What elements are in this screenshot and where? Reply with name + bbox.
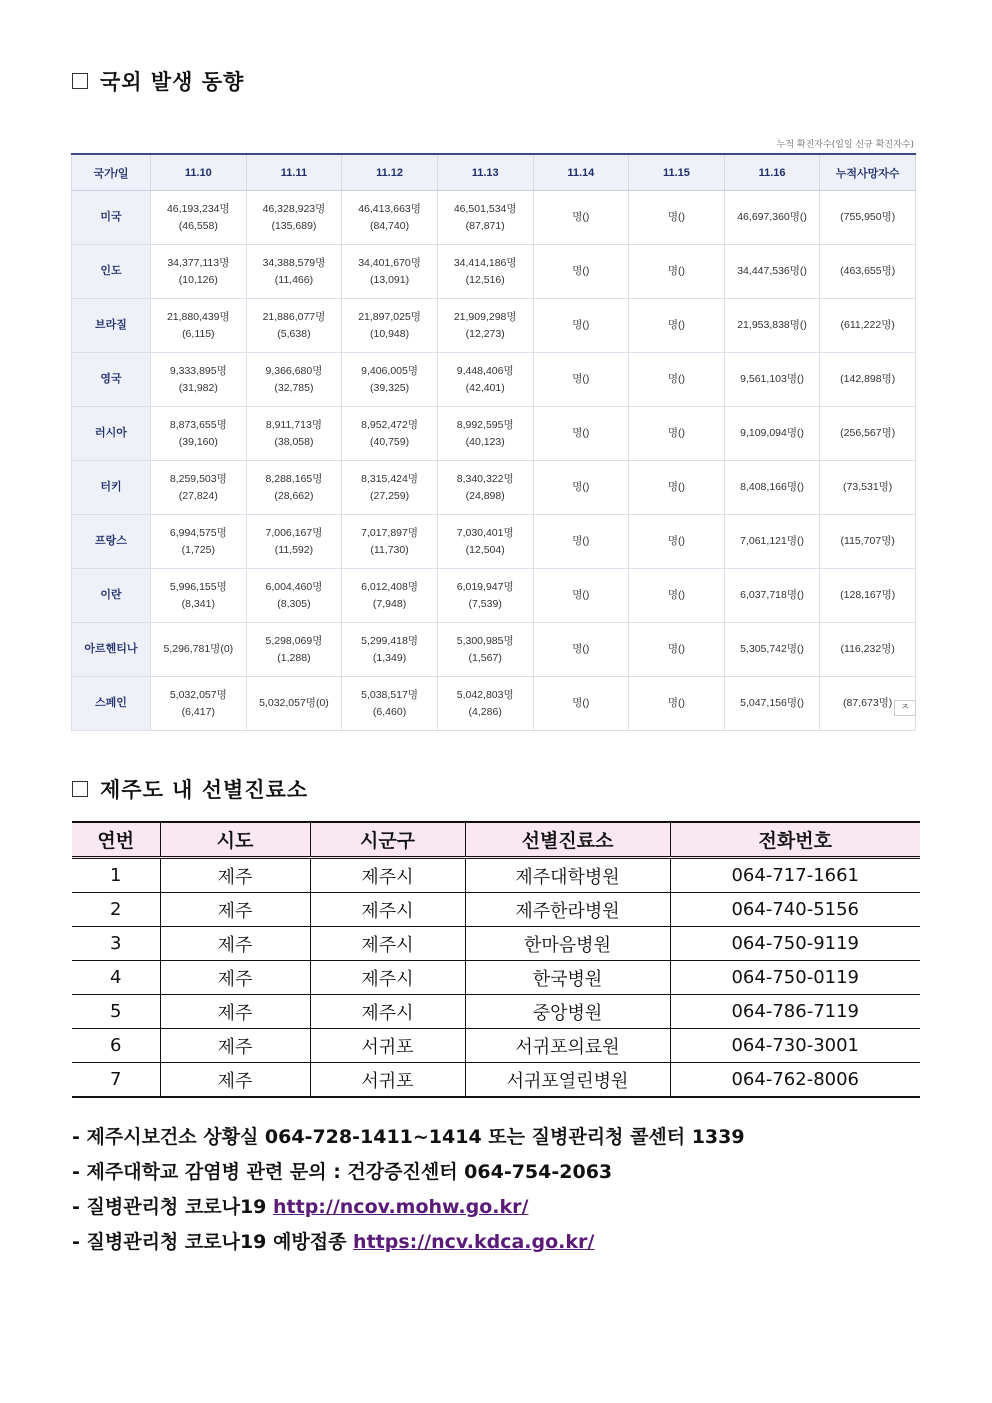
section-title-overseas <box>72 66 244 96</box>
cumulative-value: 8,992,595명 <box>456 418 514 431</box>
cumulative-value: 6,037,718명() <box>740 589 804 601</box>
cumulative-value: 34,388,579명 <box>262 256 326 269</box>
contact-line <box>72 1155 745 1190</box>
data-cell <box>820 623 916 677</box>
clinics-table <box>72 821 920 1098</box>
cumulative-value: (87,673명) <box>843 697 893 709</box>
data-cell <box>437 569 533 623</box>
table-cell: 2 <box>72 893 160 927</box>
data-cell <box>533 191 629 245</box>
table-cell: 제주시 <box>310 927 465 961</box>
cumulative-value: 8,952,472명 <box>361 418 418 431</box>
daily-new-value: (1,288) <box>277 651 311 664</box>
table-cell: 제주시 <box>310 893 465 927</box>
daily-new-value: (11,730) <box>370 543 409 556</box>
daily-new-value: (10,126) <box>178 273 218 286</box>
cumulative-value: 9,406,005명 <box>361 364 418 377</box>
country-cell: 터키 <box>72 461 151 515</box>
column-header: 연번 <box>72 822 160 858</box>
table-row <box>72 623 916 677</box>
cumulative-value: (73,531명) <box>843 481 893 493</box>
data-cell <box>820 515 916 569</box>
column-header: 11.13 <box>437 154 533 191</box>
table-cell: 4 <box>72 961 160 995</box>
table-row <box>72 569 916 623</box>
overseas-header-row <box>72 154 916 191</box>
data-cell <box>820 407 916 461</box>
cumulative-value: 명() <box>572 319 590 331</box>
data-cell <box>151 353 247 407</box>
cumulative-value: (128,167명) <box>840 589 896 601</box>
daily-new-value: (46,558) <box>178 219 218 232</box>
contact-line <box>72 1225 745 1260</box>
cumulative-value: 명() <box>572 481 590 493</box>
country-cell: 이란 <box>72 569 151 623</box>
data-cell <box>533 461 629 515</box>
table-row <box>72 515 916 569</box>
data-cell <box>342 299 438 353</box>
data-cell <box>820 569 916 623</box>
data-cell <box>437 623 533 677</box>
contact-text: - 질병관리청 코로나19 예방접종 <box>72 1231 354 1253</box>
cumulative-value: 8,873,655명 <box>169 418 227 431</box>
cumulative-value: 명() <box>667 535 685 547</box>
data-cell <box>629 623 725 677</box>
data-cell <box>820 299 916 353</box>
cumulative-value: 6,019,947명 <box>456 580 514 593</box>
cumulative-value: 21,909,298명 <box>453 310 517 323</box>
data-cell <box>437 353 533 407</box>
cumulative-value: (115,707명) <box>840 535 895 547</box>
scroll-top-button[interactable]: ㅈ <box>894 700 916 716</box>
data-cell <box>724 623 820 677</box>
country-cell: 러시아 <box>72 407 151 461</box>
table-cell: 제주 <box>160 1029 310 1063</box>
checkbox-icon <box>72 73 88 89</box>
cumulative-value: 명() <box>667 211 685 223</box>
column-header: 11.10 <box>151 154 247 191</box>
daily-new-value: (5,638) <box>277 327 311 340</box>
cumulative-value: 5,032,057명(0) <box>259 697 329 709</box>
cumulative-value: (463,655명) <box>840 265 896 277</box>
cumulative-value: 21,886,077명 <box>262 310 326 323</box>
data-cell <box>437 191 533 245</box>
cumulative-value: (611,222명) <box>840 319 895 331</box>
data-cell <box>820 245 916 299</box>
data-cell <box>342 245 438 299</box>
cumulative-value: 8,340,322명 <box>456 472 514 485</box>
data-cell <box>151 461 247 515</box>
daily-new-value: (1,349) <box>372 651 407 664</box>
cumulative-value: 명() <box>667 265 685 277</box>
data-cell <box>820 191 916 245</box>
data-cell <box>342 353 438 407</box>
column-header: 전화번호 <box>670 822 920 858</box>
table-cell: 064-762-8006 <box>670 1063 920 1098</box>
country-cell: 브라질 <box>72 299 151 353</box>
data-cell <box>246 623 342 677</box>
contact-text: - 질병관리청 코로나19 <box>72 1196 274 1218</box>
column-header: 국가/일 <box>72 154 151 191</box>
cumulative-value: 9,333,895명 <box>169 364 227 377</box>
cumulative-value: 5,996,155명 <box>169 580 227 593</box>
daily-new-value: (7,948) <box>372 597 407 610</box>
cumulative-value: 21,897,025명 <box>358 310 421 323</box>
cumulative-value: 9,561,103명() <box>740 373 804 385</box>
data-cell <box>724 515 820 569</box>
contact-line <box>72 1190 745 1225</box>
data-cell <box>724 245 820 299</box>
table-row <box>72 995 920 1029</box>
table-cell: 제주시 <box>310 858 465 893</box>
cumulative-value: 명() <box>667 427 685 439</box>
table-cell: 064-750-0119 <box>670 961 920 995</box>
cumulative-value: 명() <box>572 535 590 547</box>
data-cell <box>533 623 629 677</box>
contact-text: - 제주시보건소 상황실 064-728-1411~1414 또는 질병관리청 콜센터 1339 <box>72 1126 745 1148</box>
data-cell <box>533 515 629 569</box>
cumulative-value: 5,042,803명 <box>456 688 514 701</box>
cumulative-value: 46,697,360명() <box>737 211 807 223</box>
cumulative-value: 46,193,234명 <box>166 202 230 215</box>
table-cell: 제주 <box>160 961 310 995</box>
table-row <box>72 927 920 961</box>
cumulative-value: 5,296,781명(0) <box>163 643 234 655</box>
daily-new-value: (1,725) <box>181 543 215 556</box>
contact-link[interactable]: https://ncv.kdca.go.kr/ <box>353 1231 595 1253</box>
cumulative-value: 6,012,408명 <box>361 580 418 593</box>
data-cell <box>246 353 342 407</box>
table-cell: 6 <box>72 1029 160 1063</box>
data-cell <box>629 299 725 353</box>
daily-new-value: (8,341) <box>181 597 215 610</box>
table-cell: 서귀포의료원 <box>465 1029 670 1063</box>
cumulative-value: 46,413,663명 <box>358 202 421 215</box>
data-cell <box>533 677 629 731</box>
cumulative-value: 34,447,536명() <box>737 265 807 277</box>
cumulative-value: 6,994,575명 <box>169 526 227 539</box>
cumulative-value: 명() <box>667 373 685 385</box>
data-cell <box>342 461 438 515</box>
cumulative-value: 8,288,165명 <box>265 472 323 485</box>
data-cell <box>246 515 342 569</box>
clinics-header-row <box>72 822 920 858</box>
data-cell <box>629 353 725 407</box>
table-cell: 064-730-3001 <box>670 1029 920 1063</box>
cumulative-value: 9,448,406명 <box>456 364 514 377</box>
table-cell: 제주한라병원 <box>465 893 670 927</box>
data-cell <box>724 461 820 515</box>
data-cell <box>724 569 820 623</box>
daily-new-value: (31,982) <box>178 381 218 394</box>
data-cell <box>342 677 438 731</box>
data-cell <box>629 191 725 245</box>
data-cell <box>533 353 629 407</box>
cumulative-value: 8,259,503명 <box>169 472 227 485</box>
data-cell <box>151 569 247 623</box>
cumulative-value: (256,567명) <box>840 427 896 439</box>
data-cell <box>437 407 533 461</box>
column-header: 11.12 <box>342 154 438 191</box>
cumulative-value: 명() <box>667 697 685 709</box>
daily-new-value: (12,504) <box>465 543 505 556</box>
daily-new-value: (1,567) <box>468 651 502 664</box>
table-cell: 서귀포 <box>310 1063 465 1098</box>
table-row <box>72 961 920 995</box>
daily-new-value: (4,286) <box>468 705 502 718</box>
data-cell <box>533 569 629 623</box>
table-cell: 제주 <box>160 858 310 893</box>
data-cell <box>629 569 725 623</box>
table-cell: 중앙병원 <box>465 995 670 1029</box>
cumulative-value: (142,898명) <box>840 373 896 385</box>
table-row <box>72 893 920 927</box>
data-cell <box>246 245 342 299</box>
cumulative-value: 21,953,838명() <box>737 319 807 331</box>
table-row <box>72 353 916 407</box>
country-cell: 영국 <box>72 353 151 407</box>
cumulative-value: 5,038,517명 <box>361 688 418 701</box>
table-row <box>72 407 916 461</box>
cumulative-value: 명() <box>667 319 685 331</box>
daily-new-value: (87,871) <box>465 219 505 232</box>
data-cell <box>151 623 247 677</box>
daily-new-value: (40,759) <box>370 435 410 448</box>
data-cell <box>437 299 533 353</box>
table-cell: 064-740-5156 <box>670 893 920 927</box>
contact-link[interactable]: http://ncov.mohw.go.kr/ <box>273 1196 529 1218</box>
table-cell: 064-717-1661 <box>670 858 920 893</box>
daily-new-value: (135,689) <box>271 219 317 232</box>
cumulative-value: 9,366,680명 <box>265 364 323 377</box>
table-cell: 제주 <box>160 1063 310 1098</box>
data-cell <box>246 407 342 461</box>
daily-new-value: (40,123) <box>465 435 505 448</box>
cumulative-value: 6,004,460명 <box>265 580 323 593</box>
table-row <box>72 461 916 515</box>
table-cell: 제주 <box>160 927 310 961</box>
data-cell <box>151 191 247 245</box>
cumulative-value: (755,950명) <box>840 211 896 223</box>
daily-new-value: (32,785) <box>274 381 314 394</box>
cumulative-value: 명() <box>572 589 590 601</box>
table-row <box>72 191 916 245</box>
cumulative-value: 명() <box>667 589 685 601</box>
table-cell: 한마음병원 <box>465 927 670 961</box>
cumulative-value: 21,880,439명 <box>166 310 230 323</box>
table-row <box>72 1029 920 1063</box>
data-cell <box>629 245 725 299</box>
cumulative-value: 7,061,121명() <box>740 535 804 547</box>
data-cell <box>629 677 725 731</box>
data-cell <box>151 245 247 299</box>
column-header: 시도 <box>160 822 310 858</box>
data-cell <box>437 677 533 731</box>
cumulative-value: 34,401,670명 <box>358 256 421 269</box>
cumulative-value: 5,032,057명 <box>169 688 227 701</box>
daily-new-value: (8,305) <box>277 597 311 610</box>
data-cell <box>629 461 725 515</box>
overseas-table <box>71 153 916 731</box>
data-cell <box>629 515 725 569</box>
table-note: 누적 확진자수(일일 신규 확진자수) <box>776 140 914 150</box>
data-cell <box>820 353 916 407</box>
daily-new-value: (11,466) <box>274 273 314 286</box>
column-header: 누적사망자수 <box>820 154 916 191</box>
data-cell <box>151 299 247 353</box>
contact-line <box>72 1120 745 1155</box>
column-header: 선별진료소 <box>465 822 670 858</box>
table-row <box>72 858 920 893</box>
cumulative-value: 명() <box>572 265 590 277</box>
data-cell <box>437 245 533 299</box>
data-cell <box>246 461 342 515</box>
data-cell <box>437 515 533 569</box>
data-cell <box>342 569 438 623</box>
data-cell <box>342 515 438 569</box>
data-cell <box>724 191 820 245</box>
data-cell <box>151 515 247 569</box>
cumulative-value: 명() <box>572 643 590 655</box>
column-header: 시군구 <box>310 822 465 858</box>
table-cell: 7 <box>72 1063 160 1098</box>
data-cell <box>533 245 629 299</box>
daily-new-value: (6,417) <box>181 705 215 718</box>
section-title-text: 제주도 내 선별진료소 <box>100 778 309 802</box>
daily-new-value: (10,948) <box>370 327 410 340</box>
daily-new-value: (6,115) <box>182 327 215 340</box>
cumulative-value: 명() <box>572 697 590 709</box>
data-cell <box>724 677 820 731</box>
cumulative-value: 7,030,401명 <box>456 526 514 539</box>
data-cell <box>246 569 342 623</box>
daily-new-value: (39,160) <box>178 435 218 448</box>
table-row <box>72 677 916 731</box>
daily-new-value: (6,460) <box>372 705 407 718</box>
table-cell: 제주대학병원 <box>465 858 670 893</box>
cumulative-value: 8,315,424명 <box>361 472 418 485</box>
column-header: 11.11 <box>246 154 342 191</box>
table-cell: 064-786-7119 <box>670 995 920 1029</box>
daily-new-value: (24,898) <box>465 489 505 502</box>
country-cell: 스페인 <box>72 677 151 731</box>
cumulative-value: (116,232명) <box>840 643 895 655</box>
cumulative-value: 명() <box>572 211 590 223</box>
data-cell <box>151 407 247 461</box>
table-cell: 064-750-9119 <box>670 927 920 961</box>
cumulative-value: 명() <box>572 427 590 439</box>
table-cell: 제주 <box>160 893 310 927</box>
daily-new-value: (42,401) <box>465 381 505 394</box>
cumulative-value: 5,305,742명() <box>740 643 804 655</box>
data-cell <box>533 407 629 461</box>
table-row <box>72 245 916 299</box>
cumulative-value: 46,501,534명 <box>453 202 517 215</box>
data-cell <box>533 299 629 353</box>
cumulative-value: 명() <box>572 373 590 385</box>
data-cell <box>246 677 342 731</box>
cumulative-value: 34,414,186명 <box>453 256 517 269</box>
cumulative-value: 5,298,069명 <box>265 634 323 647</box>
table-cell: 제주 <box>160 995 310 1029</box>
cumulative-value: 46,328,923명 <box>262 202 326 215</box>
column-header: 11.16 <box>724 154 820 191</box>
cumulative-value: 8,911,713명 <box>265 418 322 431</box>
cumulative-value: 명() <box>667 481 685 493</box>
cumulative-value: 5,047,156명() <box>740 697 804 709</box>
daily-new-value: (39,325) <box>370 381 410 394</box>
cumulative-value: 명() <box>667 643 685 655</box>
data-cell <box>629 407 725 461</box>
contact-text: - 제주대학교 감염병 관련 문의 : 건강증진센터 064-754-2063 <box>72 1161 613 1183</box>
cumulative-value: 5,300,985명 <box>456 634 514 647</box>
daily-new-value: (7,539) <box>468 597 502 610</box>
data-cell <box>246 191 342 245</box>
data-cell <box>724 407 820 461</box>
daily-new-value: (27,824) <box>178 489 218 502</box>
daily-new-value: (27,259) <box>370 489 410 502</box>
daily-new-value: (11,592) <box>274 543 314 556</box>
table-cell: 한국병원 <box>465 961 670 995</box>
data-cell <box>342 191 438 245</box>
column-header: 11.15 <box>629 154 725 191</box>
table-cell: 서귀포 <box>310 1029 465 1063</box>
table-cell: 1 <box>72 858 160 893</box>
table-cell: 5 <box>72 995 160 1029</box>
data-cell <box>342 407 438 461</box>
daily-new-value: (84,740) <box>370 219 410 232</box>
daily-new-value: (12,516) <box>465 273 505 286</box>
table-cell: 제주시 <box>310 995 465 1029</box>
cumulative-value: 8,408,166명() <box>740 481 804 493</box>
section-title-clinics <box>72 774 308 804</box>
data-cell <box>342 623 438 677</box>
country-cell: 프랑스 <box>72 515 151 569</box>
data-cell <box>820 461 916 515</box>
cumulative-value: 9,109,094명() <box>740 427 804 439</box>
daily-new-value: (12,273) <box>465 327 505 340</box>
table-row <box>72 1063 920 1098</box>
cumulative-value: 34,377,113명 <box>167 256 230 269</box>
contact-list <box>72 1120 745 1260</box>
checkbox-icon <box>72 781 88 797</box>
cumulative-value: 7,017,897명 <box>361 526 418 539</box>
cumulative-value: 7,006,167명 <box>265 526 323 539</box>
daily-new-value: (38,058) <box>274 435 314 448</box>
daily-new-value: (13,091) <box>370 273 410 286</box>
country-cell: 아르헨티나 <box>72 623 151 677</box>
table-cell: 서귀포열린병원 <box>465 1063 670 1098</box>
data-cell <box>437 461 533 515</box>
country-cell: 미국 <box>72 191 151 245</box>
data-cell <box>246 299 342 353</box>
cumulative-value: 5,299,418명 <box>361 634 418 647</box>
data-cell <box>151 677 247 731</box>
data-cell <box>724 353 820 407</box>
table-cell: 제주시 <box>310 961 465 995</box>
daily-new-value: (28,662) <box>274 489 314 502</box>
section-title-text: 국외 발생 동향 <box>100 70 245 94</box>
column-header: 11.14 <box>533 154 629 191</box>
country-cell: 인도 <box>72 245 151 299</box>
table-cell: 3 <box>72 927 160 961</box>
table-row <box>72 299 916 353</box>
data-cell <box>724 299 820 353</box>
